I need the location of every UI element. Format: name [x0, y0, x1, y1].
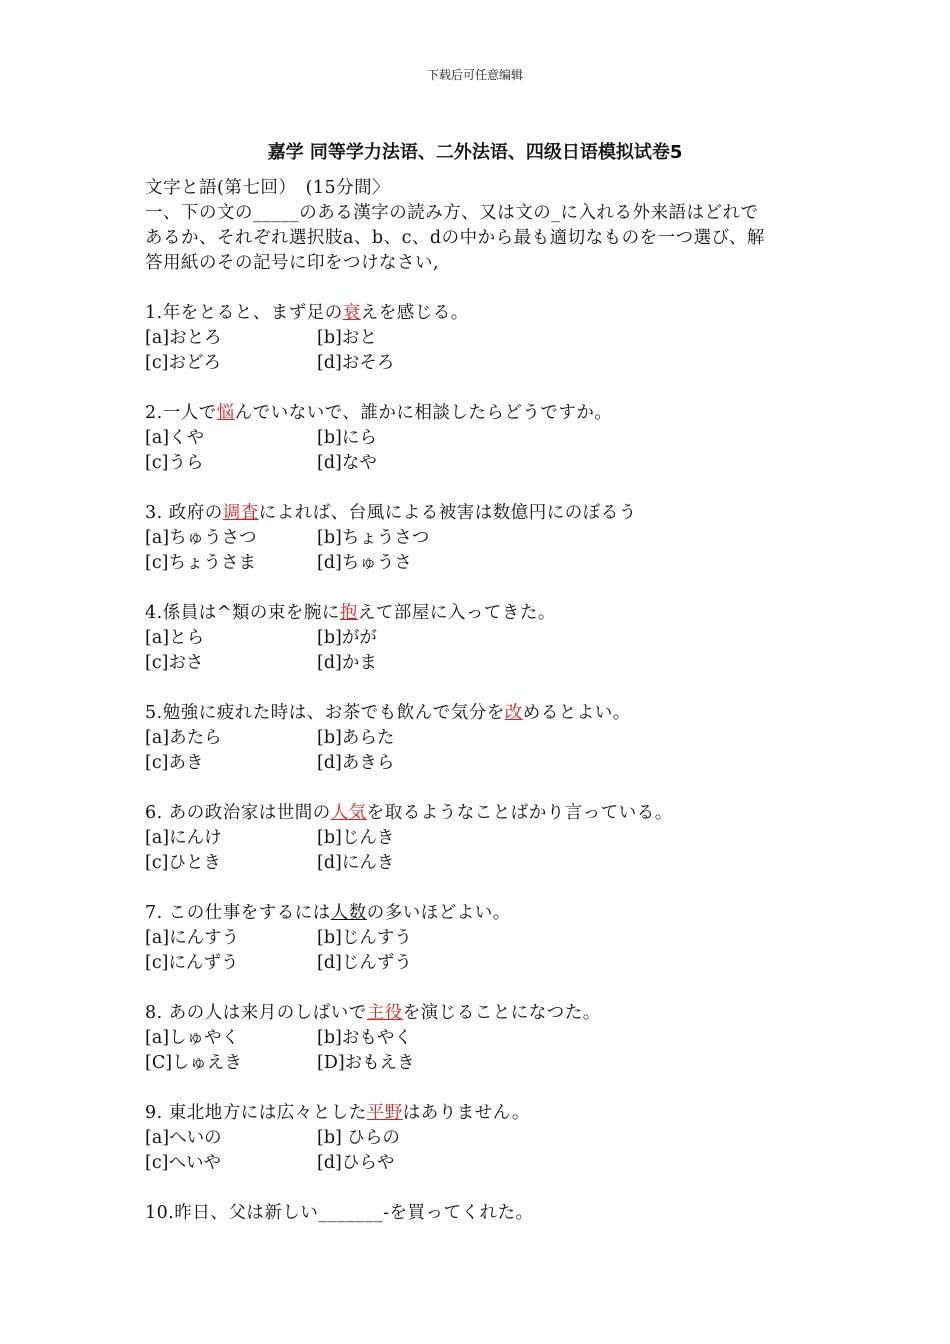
answer-option: [b]おと — [317, 328, 377, 348]
question-text: 9. 東北地方には広々とした — [145, 1103, 367, 1123]
question-stem — [145, 701, 825, 726]
question-list — [145, 276, 825, 1176]
answer-option: [c]へいや — [145, 1153, 221, 1173]
answer-option: [d]あきら — [317, 753, 395, 773]
option-row — [145, 851, 825, 876]
answer-option: [c]にんずう — [145, 953, 239, 973]
target-word: 主役 — [366, 1003, 403, 1023]
answer-option: [c]おさ — [145, 653, 204, 673]
question-stem — [145, 301, 825, 326]
header-note: 下载后可任意编辑 — [426, 68, 523, 82]
question-text: 4.係員は^類の束を腕に — [145, 603, 340, 623]
option-row — [145, 751, 825, 776]
answer-option: [c]ひとき — [145, 853, 221, 873]
option-row — [145, 526, 825, 551]
target-word: 抱 — [339, 603, 358, 623]
answer-option: [a]へいの — [145, 1128, 222, 1148]
question-stem — [145, 801, 825, 826]
option-row — [145, 926, 825, 951]
answer-option: [d]なや — [317, 453, 377, 473]
question-text: えて部屋に入ってきた。 — [357, 603, 556, 623]
option-row — [145, 1026, 825, 1051]
option-row — [145, 651, 825, 676]
section-heading: 文字と語(第七回） (15分間〉 — [145, 178, 391, 198]
question-text: 7. この仕事をするには — [145, 903, 331, 923]
question-text: 2.一人で — [145, 403, 217, 423]
target-word: 衰 — [342, 303, 361, 323]
option-row — [145, 326, 825, 351]
question-stem — [145, 401, 825, 426]
option-row — [145, 551, 825, 576]
answer-option: [d]にんき — [317, 853, 395, 873]
answer-option: [c]うら — [145, 453, 204, 473]
target-word: 人数 — [330, 903, 367, 923]
option-row — [145, 426, 825, 451]
answer-option: [a]しゅやく — [145, 1028, 240, 1048]
answer-option: [d]かま — [317, 653, 377, 673]
question-text: 3. 政府の — [145, 503, 223, 523]
option-row — [145, 626, 825, 651]
answer-option: [b]ちょうさつ — [317, 528, 430, 548]
answer-option: [c]おどろ — [145, 353, 221, 373]
target-word: 改 — [504, 703, 523, 723]
answer-option: [b]にら — [317, 428, 377, 448]
answer-option: [d]ちゅうさ — [317, 553, 412, 573]
target-word: 人気 — [330, 803, 367, 823]
answer-option: [b]じんき — [317, 828, 395, 848]
document-title: 嘉学 同等学力法语、二外法语、四级日语模拟试卷5 — [267, 142, 683, 163]
question-10: 10.昨日、父は新しい_______-を買ってくれた。 — [145, 1203, 534, 1223]
option-row — [145, 1126, 825, 1151]
question-text: えを感じる。 — [360, 303, 469, 323]
target-word: 悩 — [216, 403, 235, 423]
answer-option: [a]にんすう — [145, 928, 240, 948]
question-text: を演じることになつた。 — [402, 1003, 601, 1023]
question-text: 6. あの政治家は世間の — [145, 803, 331, 823]
question-stem — [145, 901, 825, 926]
question-text: によれば、台風による被害は数億円にのぼるう — [258, 503, 637, 523]
answer-option: [b]おもやく — [317, 1028, 412, 1048]
option-row — [145, 351, 825, 376]
option-row — [145, 1051, 825, 1076]
answer-option: [a]ちゅうさつ — [145, 528, 257, 548]
option-row — [145, 1151, 825, 1176]
question-text: 1.年をとると、まず足の — [145, 303, 343, 323]
question-text: めるとよい。 — [522, 703, 631, 723]
answer-option: [c]あき — [145, 753, 204, 773]
answer-option: [b]じんすう — [317, 928, 412, 948]
answer-option: [a]おとろ — [145, 328, 222, 348]
question-text: んでいないで、誰かに相談したらどうですか。 — [234, 403, 613, 423]
question-stem — [145, 601, 825, 626]
target-word: 平野 — [366, 1103, 403, 1123]
option-row — [145, 951, 825, 976]
exam-body — [145, 176, 825, 1226]
option-row — [145, 826, 825, 851]
answer-option: [a]あたら — [145, 728, 222, 748]
answer-option: [D]おもえき — [317, 1053, 415, 1073]
question-stem — [145, 501, 825, 526]
instruction-line: 一、下の文の_____のある漢字の読み方、又は文の_に入れる外来語はどれで — [145, 203, 759, 223]
option-row — [145, 451, 825, 476]
answer-option: [c]ちょうさま — [145, 553, 256, 573]
answer-option: [d]じんずう — [317, 953, 412, 973]
answer-option: [C]しゅえき — [145, 1053, 243, 1073]
answer-option: [b] ひらの — [317, 1128, 400, 1148]
target-word: 调査 — [222, 503, 259, 523]
answer-option: [a]とら — [145, 628, 205, 648]
answer-option: [d]ひらや — [317, 1153, 395, 1173]
question-stem — [145, 1101, 825, 1126]
answer-option: [a]くや — [145, 428, 205, 448]
option-row — [145, 726, 825, 751]
instruction-line: あるか、それぞれ選択肢a、b、c、dの中から最も適切なものを一つ選び、解 — [145, 228, 765, 248]
answer-option: [d]おそろ — [317, 353, 395, 373]
question-text: 5.勉強に疲れた時は、お茶でも飲んで気分を — [145, 703, 505, 723]
question-text: を取るようなことばかり言っている。 — [366, 803, 673, 823]
question-text: の多いほどよい。 — [366, 903, 511, 923]
answer-option: [b]がが — [317, 628, 377, 648]
instruction-line: 答用紙のその記号に印をつけなさい, — [145, 253, 440, 273]
question-text: はありません。 — [402, 1103, 530, 1123]
answer-option: [b]あらた — [317, 728, 395, 748]
question-stem — [145, 1001, 825, 1026]
answer-option: [a]にんけ — [145, 828, 222, 848]
question-text: 8. あの人は来月のしばいで — [145, 1003, 367, 1023]
